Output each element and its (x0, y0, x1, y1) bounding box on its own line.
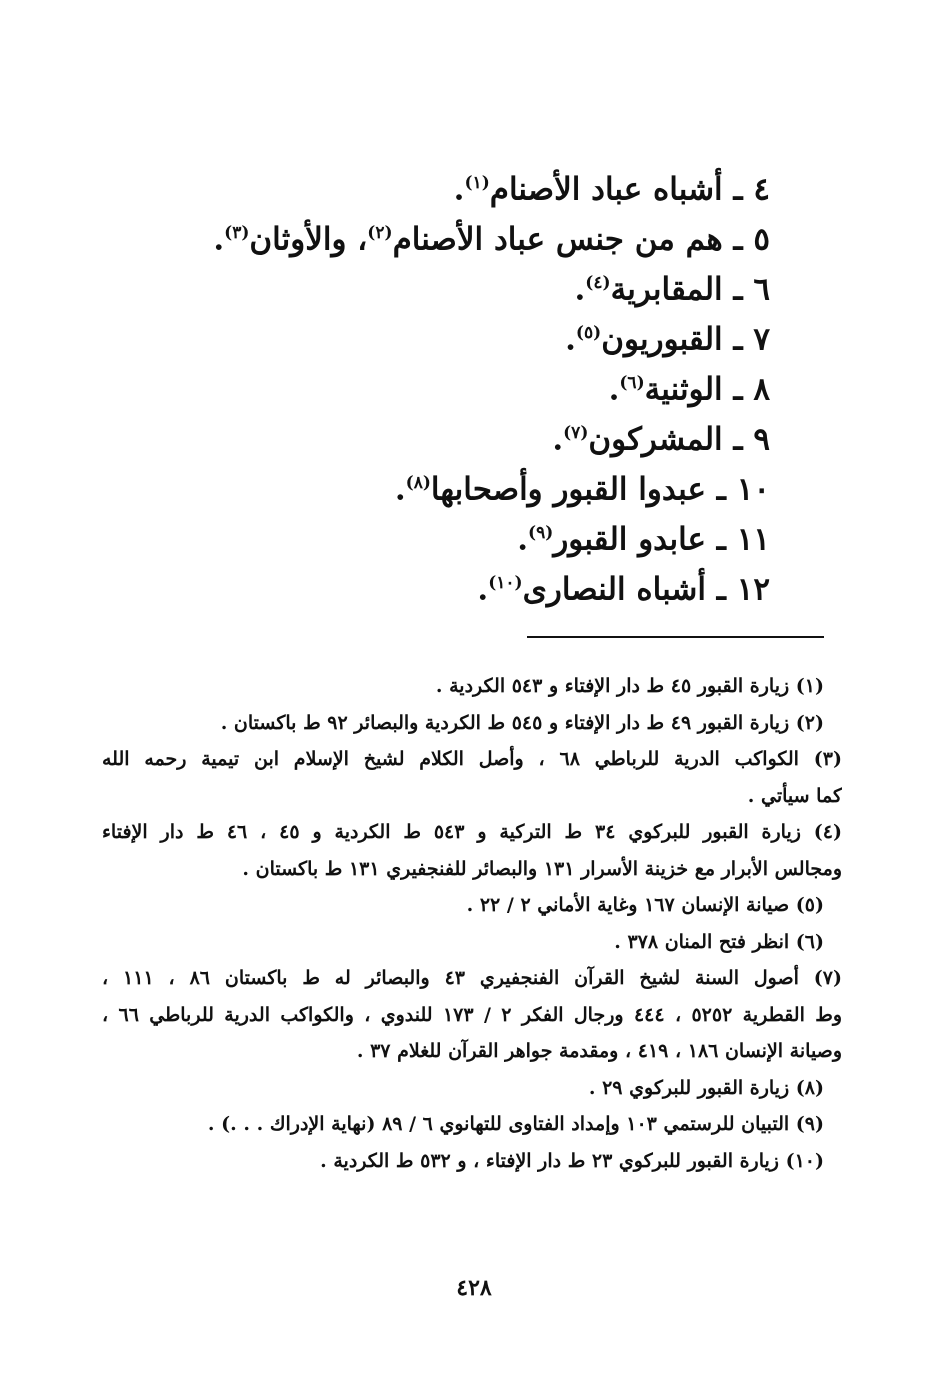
list-item: ١٠ ـ عبدوا القبور وأصحابها$^{(٨)}$. (394, 471, 770, 508)
footnote-line: (١٠) زيارة القبور للبركوي ٢٣ ط دار الإفتاء ، و ٥٣٢ ط الكردية . (320, 1149, 824, 1172)
footnote-line: (٤) زيارة القبور للبركوي ٣٤ ط التركية و ٥٤٣ ط الكردية و ٤٥ ، ٤٦ ط دار الإفتاء (102, 821, 842, 843)
list-item: ٩ ـ المشركون$^{(٧)}$. (552, 421, 770, 458)
page-number: ٤٢٨ (456, 1275, 492, 1301)
footnote-line: ومجالس الأبرار مع خزينة الأسرار ١٣١ والبصائر للفنجفيري ١٣١ ط باكستان . (242, 857, 842, 880)
footnote-line: (٨) زيارة القبور للبركوي ٢٩ . (588, 1076, 824, 1099)
footnotes (102, 668, 842, 1179)
footnote-separator (527, 636, 824, 638)
list-item: ٥ ـ هم من جنس عباد الأصنام$^{(٢)}$، والأوثان$^{(٣)}$. (213, 221, 770, 258)
footnote-line: (٦) انظر فتح المنان ٣٧٨ . (614, 930, 824, 953)
footnote-line: (٢) زيارة القبور ٤٩ ط دار الإفتاء و ٥٤٥ ط الكردية والبصائر ٩٢ ط باكستان . (220, 711, 824, 734)
footnote-line: (٣) الكواكب الدرية للرباطي ٦٨ ، وأصل الكلام لشيخ الإسلام ابن تيمية رحمه الله (102, 748, 842, 770)
footnote-line: وط القطرية ٥٢٥٢ ، ٤٤٤ ورجال الفكر ٢ / ١٧٣ للندوي ، والكواكب الدرية للرباطي ٦٦ ، (102, 1003, 842, 1026)
list-item: ٨ ـ الوثنية$^{(٦)}$. (608, 371, 770, 408)
list-item: ١١ ـ عابدو القبور$^{(٩)}$. (517, 521, 770, 558)
names-list (210, 158, 770, 608)
footnote-line: (٧) أصول السنة لشيخ القرآن الفنجفيري ٤٣ والبصائر له ط باكستان ٨٦ ، ١١١ ، (102, 967, 842, 989)
footnote-line: (١) زيارة القبور ٤٥ ط دار الإفتاء و ٥٤٣ الكردية . (435, 675, 824, 697)
footnote-line: (٥) صيانة الإنسان ١٦٧ وغاية الأماني ٢ / ٢٢ . (466, 894, 824, 916)
list-item: ٤ ـ أشباه عباد الأصنام$^{(١)}$. (453, 171, 770, 208)
footnote-line: كما سيأتي . (747, 784, 842, 807)
list-item: ٧ ـ القبوريون$^{(٥)}$. (565, 321, 770, 358)
list-item: ١٢ ـ أشباه النصارى$^{(١٠)}$. (477, 571, 770, 608)
footnote-line: وصيانة الإنسان ١٨٦ ، ٤١٩ ، ومقدمة جواهر القرآن للغلام ٣٧ . (356, 1040, 842, 1062)
footnote-line: (٩) التبيان للرستمي ١٠٣ وإمداد الفتاوى للتهانوي ٦ / ٨٩ (نهاية الإدراك . . .) . (207, 1113, 824, 1135)
list-item: ٦ ـ المقابرية$^{(٤)}$. (574, 271, 770, 308)
